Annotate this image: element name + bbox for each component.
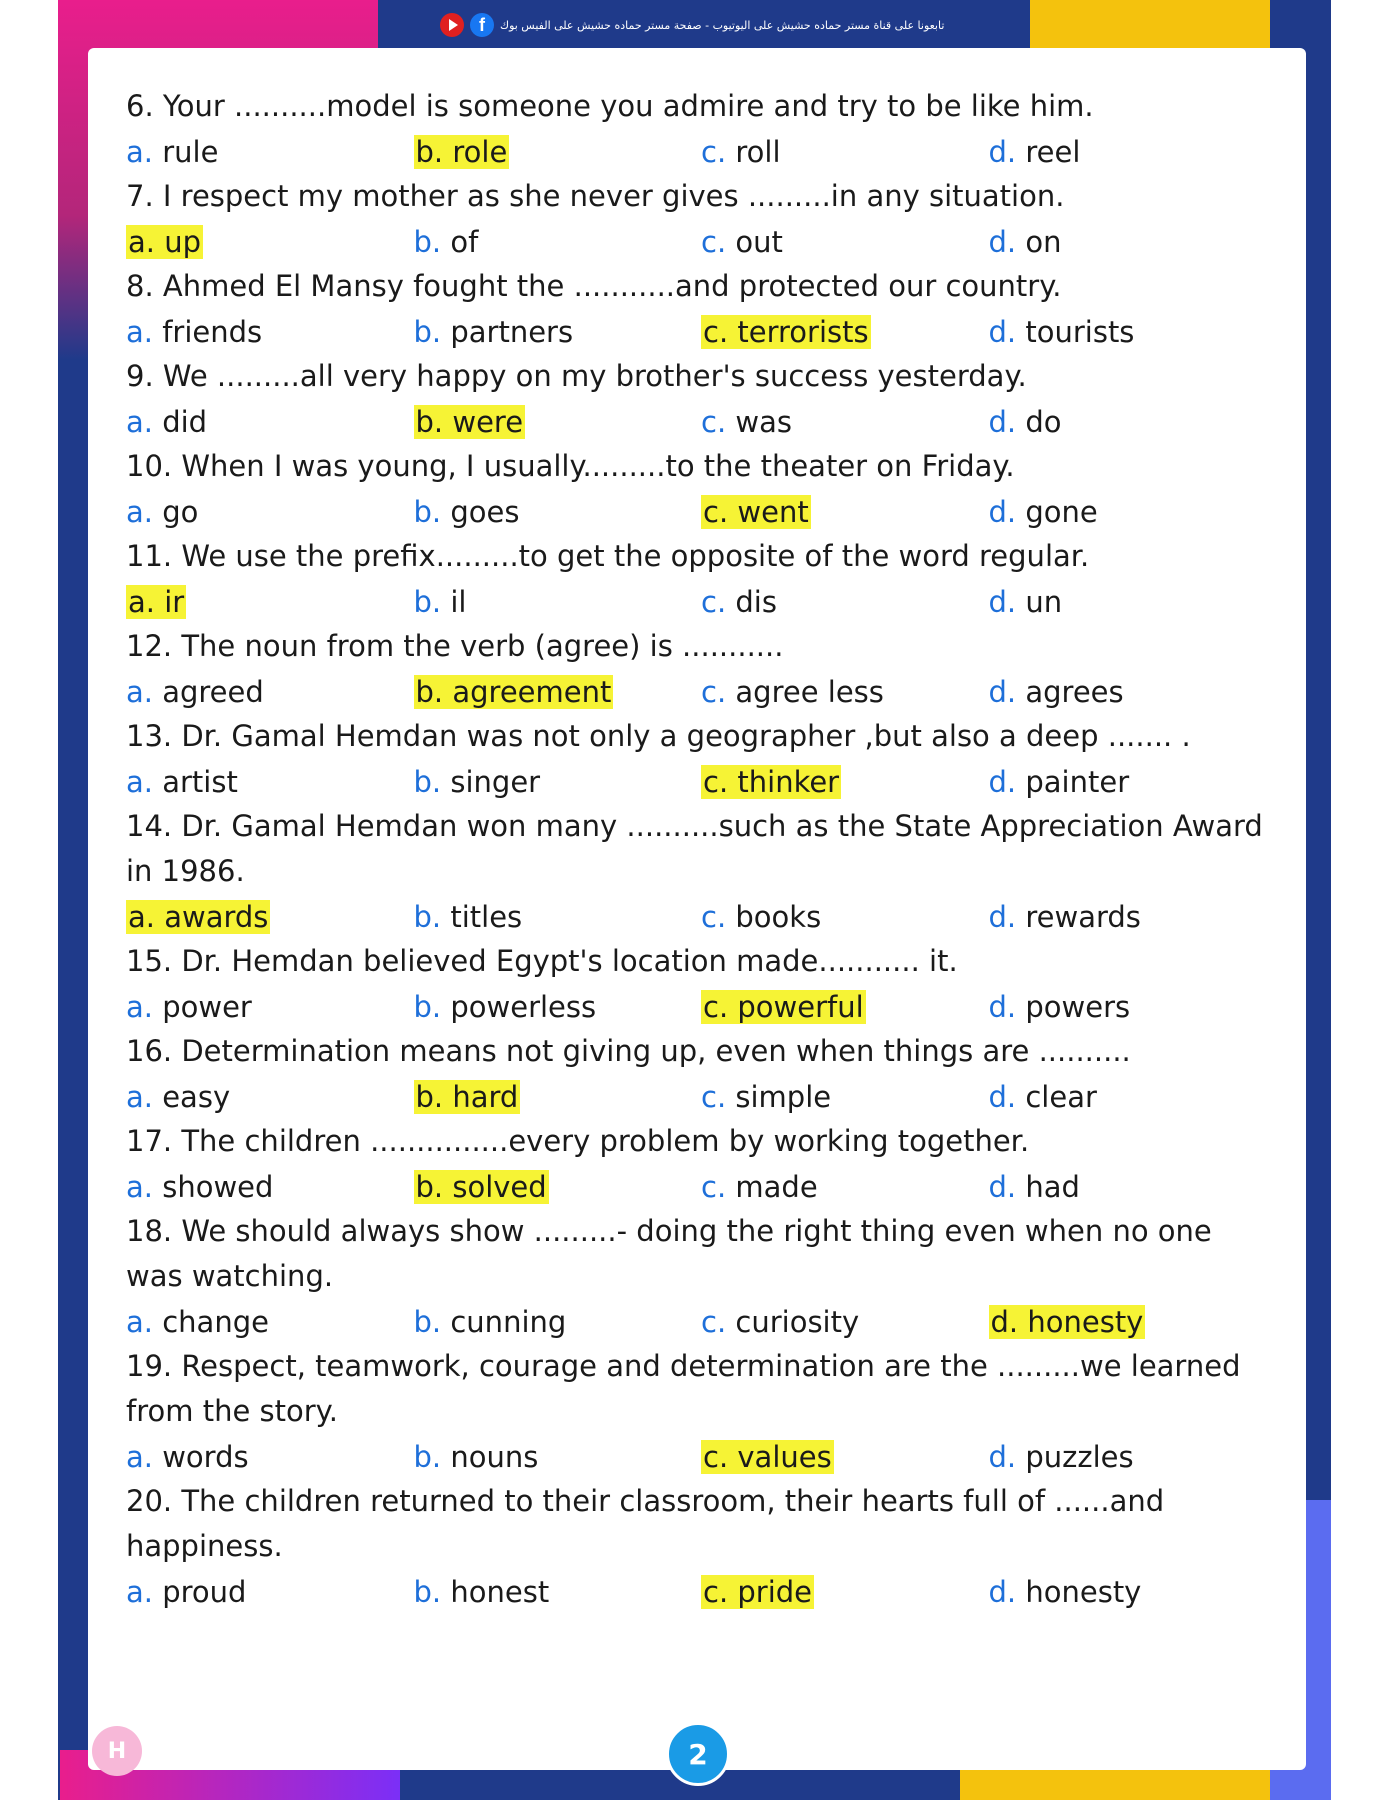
option-letter: c. [703, 1574, 729, 1609]
answer-option [701, 225, 989, 259]
answer-option-correct [701, 1575, 989, 1609]
answer-option-correct [414, 135, 702, 169]
option-letter: d. [988, 584, 1017, 619]
option-content [414, 135, 510, 169]
options-row [126, 1299, 1276, 1344]
header-text: تابعونا على قناة مستر حماده حشيش على اليوتيوب - صفحة مستر حماده حشيش على الفيس بوك [500, 18, 945, 32]
option-letter: d. [988, 494, 1017, 529]
option-content [989, 1170, 1080, 1204]
option-content [126, 1170, 273, 1204]
options-row [126, 984, 1276, 1029]
answer-option-correct [701, 315, 989, 349]
option-content [701, 1305, 859, 1339]
options-row [126, 489, 1276, 534]
option-text: dis [735, 584, 777, 619]
option-text: words [162, 1439, 249, 1474]
option-text: easy [162, 1079, 231, 1114]
option-text: painter [1025, 764, 1130, 799]
answer-option-correct [126, 225, 414, 259]
answer-option [126, 1080, 414, 1114]
option-letter: a. [126, 1079, 153, 1114]
option-content [126, 675, 264, 709]
option-letter: b. [415, 134, 444, 169]
option-text: agree less [735, 674, 884, 709]
frame-accent-yellow [1030, 0, 1270, 48]
question-text: 20. The children returned to their classroom, their hearts full of ......and happiness. [126, 1484, 1165, 1563]
answer-option [701, 405, 989, 439]
option-letter: b. [413, 764, 442, 799]
answer-option-correct [414, 1170, 702, 1204]
answer-option-correct [414, 405, 702, 439]
answer-option-correct [701, 1440, 989, 1474]
answer-option-correct [126, 585, 414, 619]
option-content [701, 1440, 834, 1474]
answer-option [989, 315, 1277, 349]
answer-option [414, 765, 702, 799]
answer-option [701, 1170, 989, 1204]
option-text: rewards [1025, 899, 1141, 934]
question-text: 18. We should always show .........- doing the right thing even when no one was watching. [126, 1214, 1212, 1293]
answer-option [989, 1575, 1277, 1609]
option-text: curiosity [735, 1304, 860, 1339]
option-letter: c. [703, 494, 729, 529]
option-text: honesty [1025, 1574, 1142, 1609]
youtube-icon[interactable] [440, 13, 464, 37]
option-text: terrorists [737, 314, 869, 349]
option-text: went [737, 494, 809, 529]
option-letter: c. [701, 584, 727, 619]
option-text: agreed [162, 674, 264, 709]
option-text: goes [450, 494, 520, 529]
answer-option [989, 135, 1277, 169]
option-letter: c. [703, 314, 729, 349]
answer-option-correct [701, 990, 989, 1024]
option-content [701, 675, 884, 709]
question-text: 14. Dr. Gamal Hemdan won many ..........such as the State Appreciation Award in 1986. [126, 809, 1263, 888]
answer-option [701, 135, 989, 169]
option-letter: b. [413, 1304, 442, 1339]
option-letter: d. [988, 1079, 1017, 1114]
answer-option-correct [414, 1080, 702, 1114]
option-letter: a. [126, 1304, 153, 1339]
option-letter: c. [703, 764, 729, 799]
option-content [989, 765, 1130, 799]
option-letter: a. [126, 1169, 153, 1204]
option-text: simple [735, 1079, 832, 1114]
options-row [126, 759, 1276, 804]
question-list [126, 84, 1276, 1614]
option-text: had [1025, 1169, 1080, 1204]
option-letter: a. [126, 314, 153, 349]
option-letter: c. [701, 134, 727, 169]
answer-option [701, 900, 989, 934]
option-text: puzzles [1025, 1439, 1134, 1474]
answer-option [126, 1440, 414, 1474]
option-content [701, 765, 841, 799]
option-content [414, 315, 574, 349]
option-text: rule [162, 134, 219, 169]
option-letter: c. [701, 1304, 727, 1339]
question-text: 19. Respect, teamwork, courage and determination are the .........we learned from the story. [126, 1349, 1241, 1428]
option-letter: c. [701, 1079, 727, 1114]
option-text: of [450, 224, 479, 259]
answer-option-correct [414, 675, 702, 709]
answer-option [126, 675, 414, 709]
question-text: 7. I respect my mother as she never gives .........in any situation. [126, 179, 1065, 213]
option-text: showed [162, 1169, 274, 1204]
option-letter: d. [988, 674, 1017, 709]
option-text: hard [452, 1079, 519, 1114]
option-letter: d. [990, 1304, 1019, 1339]
option-content [701, 990, 866, 1024]
option-content [989, 585, 1063, 619]
option-letter: b. [413, 224, 442, 259]
question-text: 10. When I was young, I usually.........to the theater on Friday. [126, 449, 1015, 483]
option-content [126, 495, 198, 529]
option-letter: b. [413, 1439, 442, 1474]
option-text: artist [162, 764, 238, 799]
option-letter: a. [126, 1574, 153, 1609]
answer-option [414, 1575, 702, 1609]
option-content [414, 1575, 550, 1609]
option-content [989, 135, 1081, 169]
option-content [701, 135, 781, 169]
option-letter: b. [415, 1169, 444, 1204]
answer-option [701, 1080, 989, 1114]
answer-option [126, 495, 414, 529]
answer-option [414, 315, 702, 349]
option-letter: b. [413, 314, 442, 349]
option-content [414, 765, 541, 799]
option-letter: a. [126, 134, 153, 169]
option-content [126, 585, 186, 619]
question-text: 8. Ahmed El Mansy fought the ...........and protected our country. [126, 269, 1062, 303]
option-text: un [1025, 584, 1063, 619]
option-content [126, 1440, 249, 1474]
option-text: powerless [450, 989, 597, 1024]
answer-option [989, 495, 1277, 529]
option-letter: b. [415, 674, 444, 709]
question-text: 9. We .........all very happy on my brother's success yesterday. [126, 359, 1027, 393]
answer-option [989, 225, 1277, 259]
answer-option [701, 585, 989, 619]
option-letter: c. [701, 1169, 727, 1204]
page-number: 2 [666, 1722, 730, 1786]
option-letter: c. [701, 899, 727, 934]
question-text: 16. Determination means not giving up, even when things are .......... [126, 1034, 1131, 1068]
option-text: agreement [452, 674, 612, 709]
option-text: proud [162, 1574, 247, 1609]
option-letter: d. [988, 224, 1017, 259]
options-row [126, 1164, 1276, 1209]
answer-option [126, 1170, 414, 1204]
option-letter: a. [126, 989, 153, 1024]
option-content [701, 315, 871, 349]
option-content [701, 1170, 818, 1204]
option-letter: c. [701, 674, 727, 709]
option-text: ir [164, 584, 185, 619]
answer-option [126, 135, 414, 169]
answer-option [126, 405, 414, 439]
option-letter: d. [988, 989, 1017, 1024]
answer-option-correct [701, 495, 989, 529]
option-text: il [450, 584, 467, 619]
option-letter: a. [126, 764, 153, 799]
option-letter: b. [413, 989, 442, 1024]
option-text: cunning [450, 1304, 567, 1339]
option-text: books [735, 899, 822, 934]
option-text: agrees [1025, 674, 1124, 709]
option-content [989, 1440, 1134, 1474]
option-text: solved [452, 1169, 547, 1204]
option-content [126, 225, 203, 259]
options-row [126, 579, 1276, 624]
option-content [989, 315, 1135, 349]
option-content [989, 405, 1062, 439]
option-letter: a. [128, 224, 155, 259]
option-content [126, 1305, 269, 1339]
option-text: honesty [1027, 1304, 1144, 1339]
option-letter: c. [701, 404, 727, 439]
answer-option [414, 495, 702, 529]
option-letter: d. [988, 134, 1017, 169]
answer-option [414, 990, 702, 1024]
option-text: thinker [737, 764, 840, 799]
option-text: did [162, 404, 208, 439]
option-text: powers [1025, 989, 1131, 1024]
option-content [989, 990, 1131, 1024]
options-row [126, 219, 1276, 264]
option-text: titles [450, 899, 523, 934]
header-bar [440, 10, 1000, 40]
option-letter: d. [988, 1574, 1017, 1609]
option-text: clear [1025, 1079, 1097, 1114]
option-text: change [162, 1304, 269, 1339]
options-row [126, 1074, 1276, 1119]
option-content [701, 900, 821, 934]
option-text: partners [450, 314, 574, 349]
option-text: powerful [737, 989, 864, 1024]
question-text: 13. Dr. Gamal Hemdan was not only a geographer ,but also a deep ....... . [126, 719, 1191, 753]
answer-option [989, 765, 1277, 799]
option-text: was [735, 404, 792, 439]
option-letter: a. [126, 1439, 153, 1474]
option-letter: a. [126, 674, 153, 709]
option-content [989, 900, 1141, 934]
options-row [126, 1434, 1276, 1479]
answer-option [989, 900, 1277, 934]
question-text: 15. Dr. Hemdan believed Egypt's location made........... it. [126, 944, 958, 978]
option-content [701, 405, 792, 439]
facebook-icon[interactable]: f [470, 13, 494, 37]
option-text: gone [1025, 494, 1098, 529]
answer-option [701, 675, 989, 709]
answer-option [414, 1305, 702, 1339]
option-content [414, 900, 523, 934]
option-content [414, 1080, 521, 1114]
option-text: honest [450, 1574, 550, 1609]
option-text: do [1025, 404, 1062, 439]
answer-option [126, 315, 414, 349]
option-text: nouns [450, 1439, 539, 1474]
option-letter: b. [413, 899, 442, 934]
option-letter: a. [128, 899, 155, 934]
options-row [126, 894, 1276, 939]
brand-logo: H [92, 1726, 142, 1776]
option-content [701, 225, 783, 259]
answer-option [126, 765, 414, 799]
options-row [126, 669, 1276, 714]
option-content [989, 675, 1124, 709]
options-row [126, 399, 1276, 444]
option-letter: b. [415, 404, 444, 439]
answer-option [126, 1575, 414, 1609]
option-content [126, 135, 218, 169]
question-text: 6. Your ..........model is someone you admire and try to be like him. [126, 89, 1094, 123]
option-text: made [735, 1169, 818, 1204]
option-content [414, 585, 467, 619]
answer-option [989, 585, 1277, 619]
answer-option [989, 1440, 1277, 1474]
option-content [414, 675, 614, 709]
answer-option [989, 405, 1277, 439]
option-text: on [1025, 224, 1062, 259]
option-content [414, 1305, 567, 1339]
option-letter: a. [128, 584, 155, 619]
answer-option [126, 990, 414, 1024]
option-content [701, 1575, 814, 1609]
option-content [701, 495, 811, 529]
option-text: up [164, 224, 202, 259]
answer-option [126, 1305, 414, 1339]
option-letter: c. [703, 1439, 729, 1474]
option-content [126, 990, 252, 1024]
question-text: 12. The noun from the verb (agree) is ........... [126, 629, 784, 663]
option-content [126, 1575, 246, 1609]
option-text: friends [162, 314, 263, 349]
option-content [126, 900, 270, 934]
answer-option [989, 675, 1277, 709]
option-letter: c. [703, 989, 729, 1024]
option-letter: d. [988, 899, 1017, 934]
option-content [414, 495, 520, 529]
option-content [701, 1080, 831, 1114]
option-letter: c. [701, 224, 727, 259]
option-text: out [735, 224, 783, 259]
question-text: 17. The children ...............every problem by working together. [126, 1124, 1030, 1158]
option-content [126, 405, 207, 439]
option-content [989, 495, 1098, 529]
option-content [126, 315, 262, 349]
answer-option-correct [126, 900, 414, 934]
option-letter: d. [988, 1439, 1017, 1474]
options-row [126, 309, 1276, 354]
answer-option [414, 225, 702, 259]
option-text: values [737, 1439, 832, 1474]
option-letter: b. [413, 1574, 442, 1609]
option-letter: b. [413, 494, 442, 529]
option-content [989, 1575, 1142, 1609]
option-letter: b. [413, 584, 442, 619]
option-content [414, 1440, 539, 1474]
answer-option [414, 1440, 702, 1474]
option-content [126, 1080, 230, 1114]
option-text: roll [735, 134, 781, 169]
option-text: power [162, 989, 252, 1024]
option-content [989, 1305, 1146, 1339]
option-letter: a. [126, 404, 153, 439]
option-content [414, 405, 526, 439]
option-letter: d. [988, 1169, 1017, 1204]
answer-option [701, 1305, 989, 1339]
option-letter: a. [126, 494, 153, 529]
answer-option [989, 990, 1277, 1024]
option-letter: b. [415, 1079, 444, 1114]
option-text: pride [737, 1574, 813, 1609]
option-text: tourists [1025, 314, 1135, 349]
option-content [414, 1170, 549, 1204]
option-content [414, 990, 597, 1024]
answer-option [989, 1080, 1277, 1114]
answer-option [414, 585, 702, 619]
answer-option-correct [701, 765, 989, 799]
option-content [701, 585, 777, 619]
option-letter: d. [988, 764, 1017, 799]
option-text: go [162, 494, 199, 529]
option-content [989, 1080, 1097, 1114]
option-text: role [452, 134, 508, 169]
option-text: reel [1025, 134, 1081, 169]
options-row [126, 1569, 1276, 1614]
question-text: 11. We use the prefix.........to get the opposite of the word regular. [126, 539, 1090, 573]
option-content [989, 225, 1062, 259]
answer-option-correct [989, 1305, 1277, 1339]
option-letter: d. [988, 314, 1017, 349]
option-text: awards [164, 899, 269, 934]
option-text: were [452, 404, 524, 439]
answer-option [414, 900, 702, 934]
answer-option [989, 1170, 1277, 1204]
options-row [126, 129, 1276, 174]
option-letter: d. [988, 404, 1017, 439]
option-content [126, 765, 238, 799]
option-content [414, 225, 479, 259]
option-text: singer [450, 764, 541, 799]
